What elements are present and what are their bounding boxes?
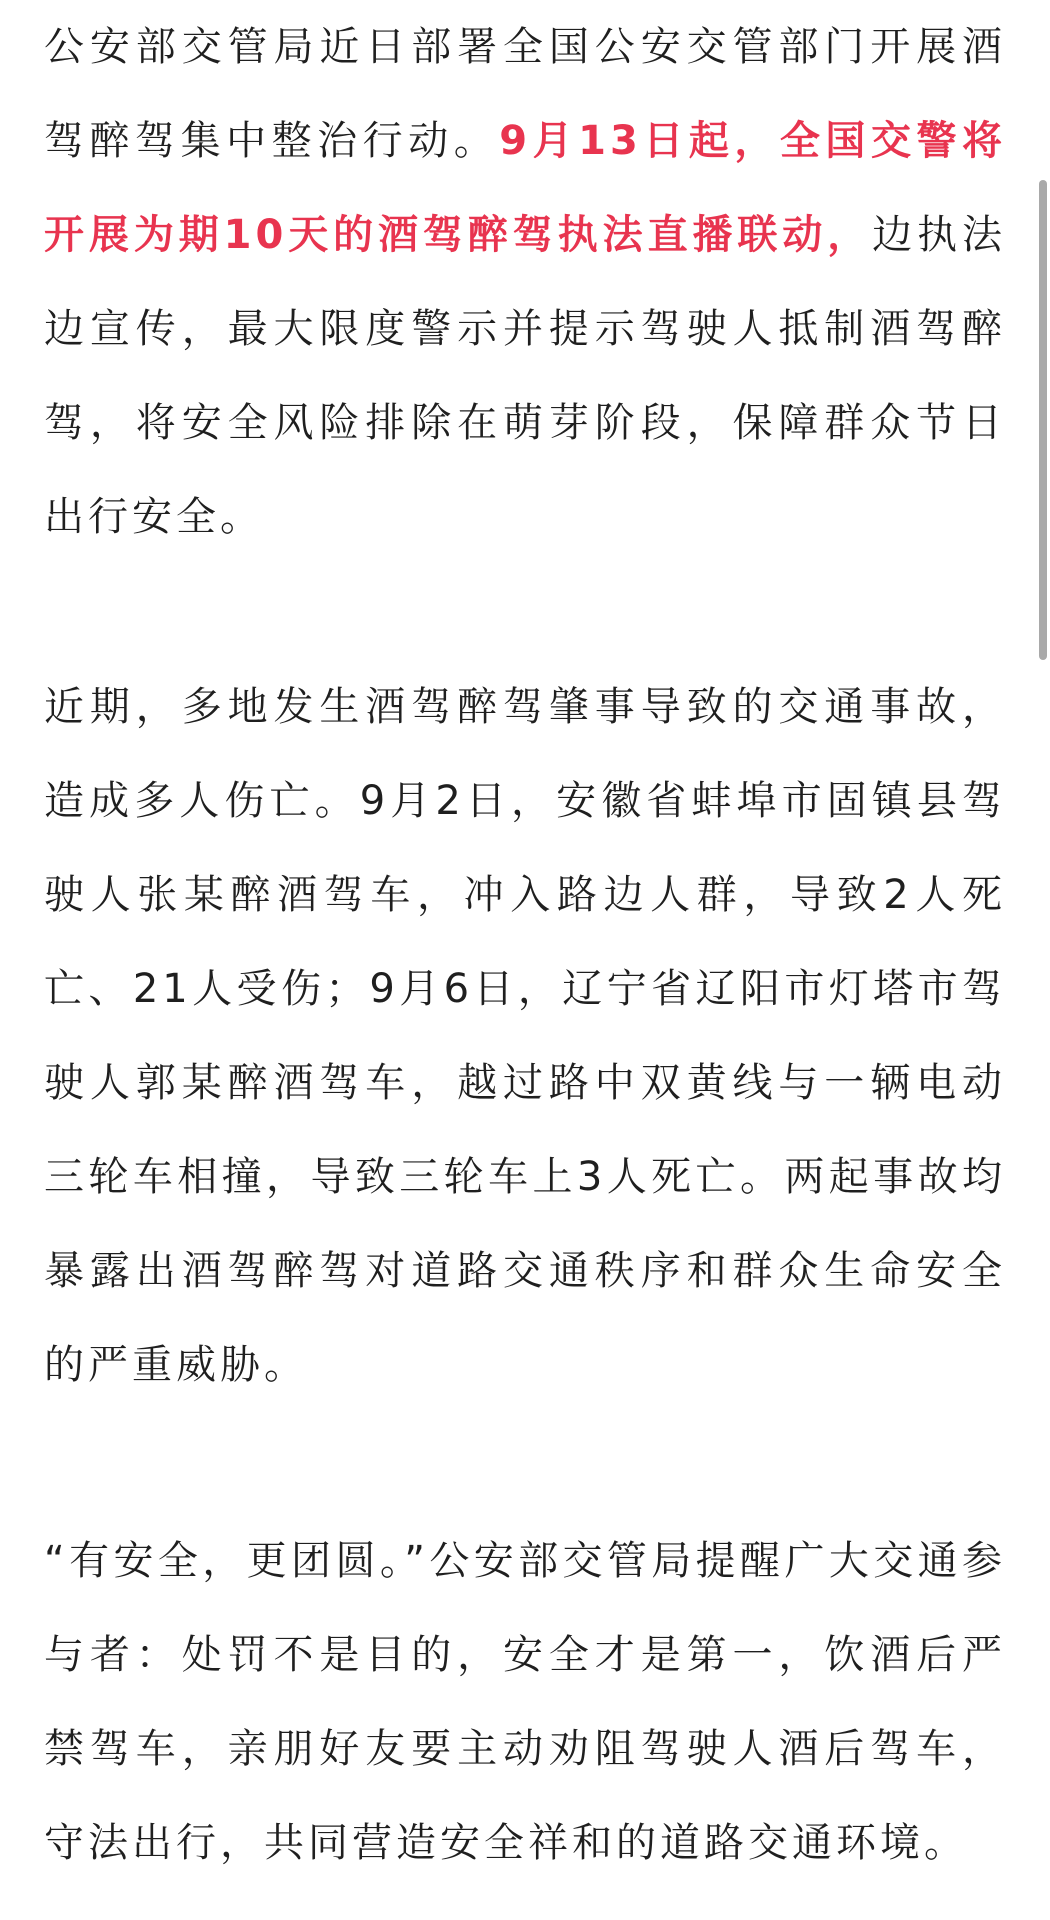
paragraph-1-intro: 公安部交管局近日部署全国公安交管部门开展酒驾醉驾集中整治行动。 <box>44 24 1006 164</box>
scrollbar-thumb[interactable] <box>1039 180 1047 660</box>
paragraph-1-highlight: 9月13日起，全国交警将开展为期10天的酒驾醉驾执法直播联动， <box>44 118 1006 258</box>
paragraph-3: “有安全，更团圆。”公安部交管局提醒广大交通参与者：处罚不是目的，安全才是第一，饮酒后严禁驾车，亲朋好友要主动劝阻驾驶人酒后驾车，守法出行，共同营造安全祥和的道路交通环境。 <box>44 1538 1006 1866</box>
paragraph-2: 近期，多地发生酒驾醉驾肇事导致的交通事故，造成多人伤亡。9月2日，安徽省蚌埠市固镇县驾驶人张某醉酒驾车，冲入路边人群，导致2人死亡、21人受伤；9月6日，辽宁省辽阳市灯塔市驾驶人郭某醉酒驾车，越过路中双黄线与一辆电动三轮车相撞，导致三轮车上3人死亡。两起事故均暴露出酒驾醉驾对道路交通秩序和群众生命安全的严重威胁。 <box>44 684 1006 1388</box>
scrollbar[interactable] <box>1036 0 1050 1920</box>
paragraph-1-rest: 边执法边宣传，最大限度警示并提示驾驶人抵制酒驾醉驾，将安全风险排除在萌芽阶段，保障群众节日出行安全。 <box>44 212 1007 540</box>
paragraph-1 <box>44 0 1006 564</box>
